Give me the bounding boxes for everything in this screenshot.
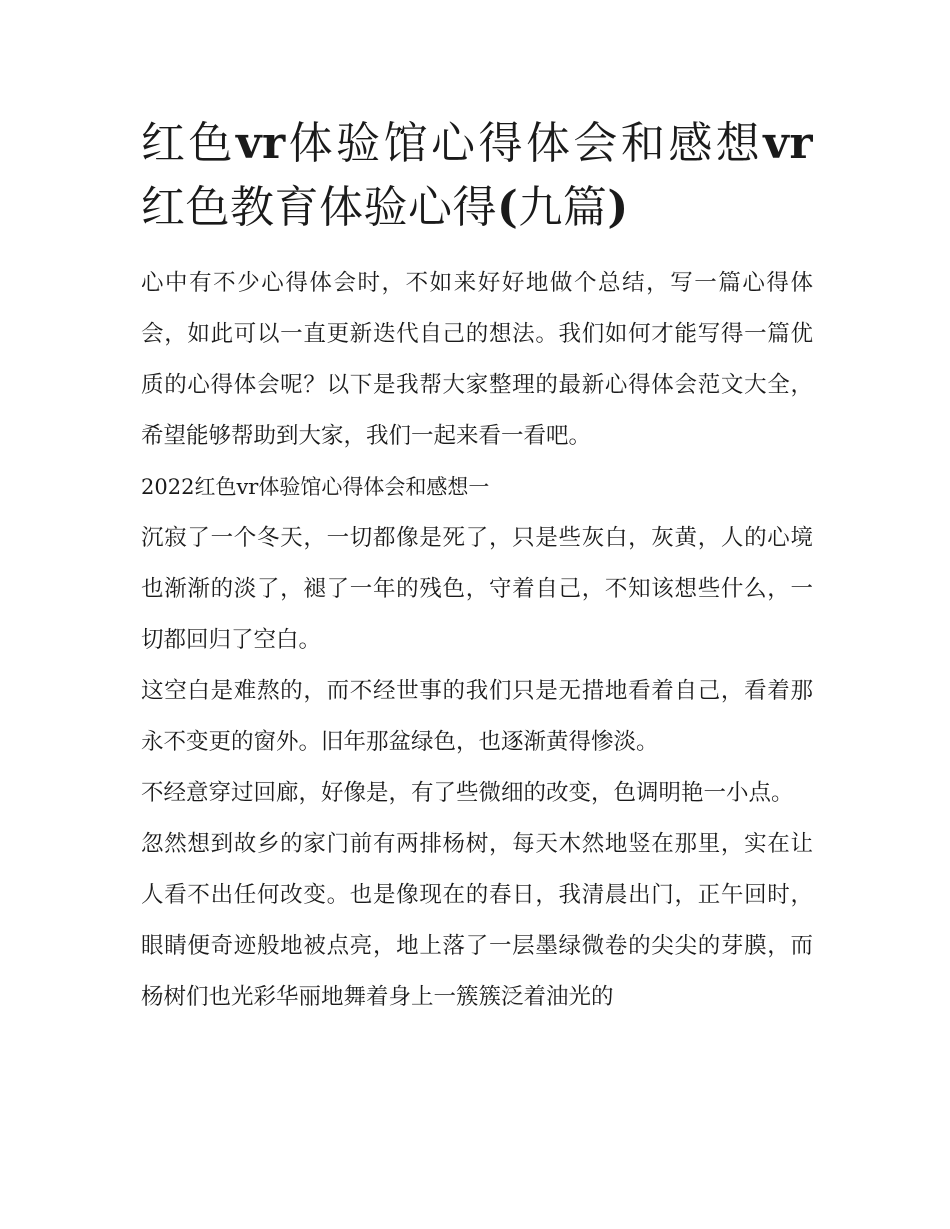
body-paragraph-1: 沉寂了一个冬天，一切都像是死了，只是些灰白，灰黄，人的心境也渐渐的淡了，褪了一年的残色，守着自己，不知该想些什么，一切都回归了空白。: [141, 525, 813, 653]
body-paragraph-3: 不经意穿过回廊，好像是，有了些微细的改变，色调明艳一小点。: [141, 780, 794, 806]
document-title: 红色vr体验馆心得体会和感想vr红色教育体验心得(九篇): [141, 118, 814, 233]
document-page: [141, 112, 813, 1023]
body-paragraph-2: 这空白是难熬的，而不经世事的我们只是无措地看着自己，看着那永不变更的窗外。旧年那盆绿色，也逐渐黄得惨淡。: [141, 678, 813, 755]
intro-paragraph: 心中有不少心得体会时，不如来好好地做个总结，写一篇心得体会，如此可以一直更新迭代自己的想法。我们如何才能写得一篇优质的心得体会呢？以下是我帮大家整理的最新心得体会范文大全，希望能够帮助到大家，我们一起来看一看吧。: [141, 270, 813, 449]
section-heading: 2022红色vr体验馆心得体会和感想一: [141, 475, 490, 499]
body-paragraph-4: 忽然想到故乡的家门前有两排杨树，每天木然地竖在那里，实在让人看不出任何改变。也是像现在的春日，我清晨出门，正午回时，眼睛便奇迹般地被点亮，地上落了一层墨绿微卷的尖尖的芽膜，而杨树们也光彩华丽地舞着身上一簇簇泛着油光的: [141, 831, 813, 1010]
